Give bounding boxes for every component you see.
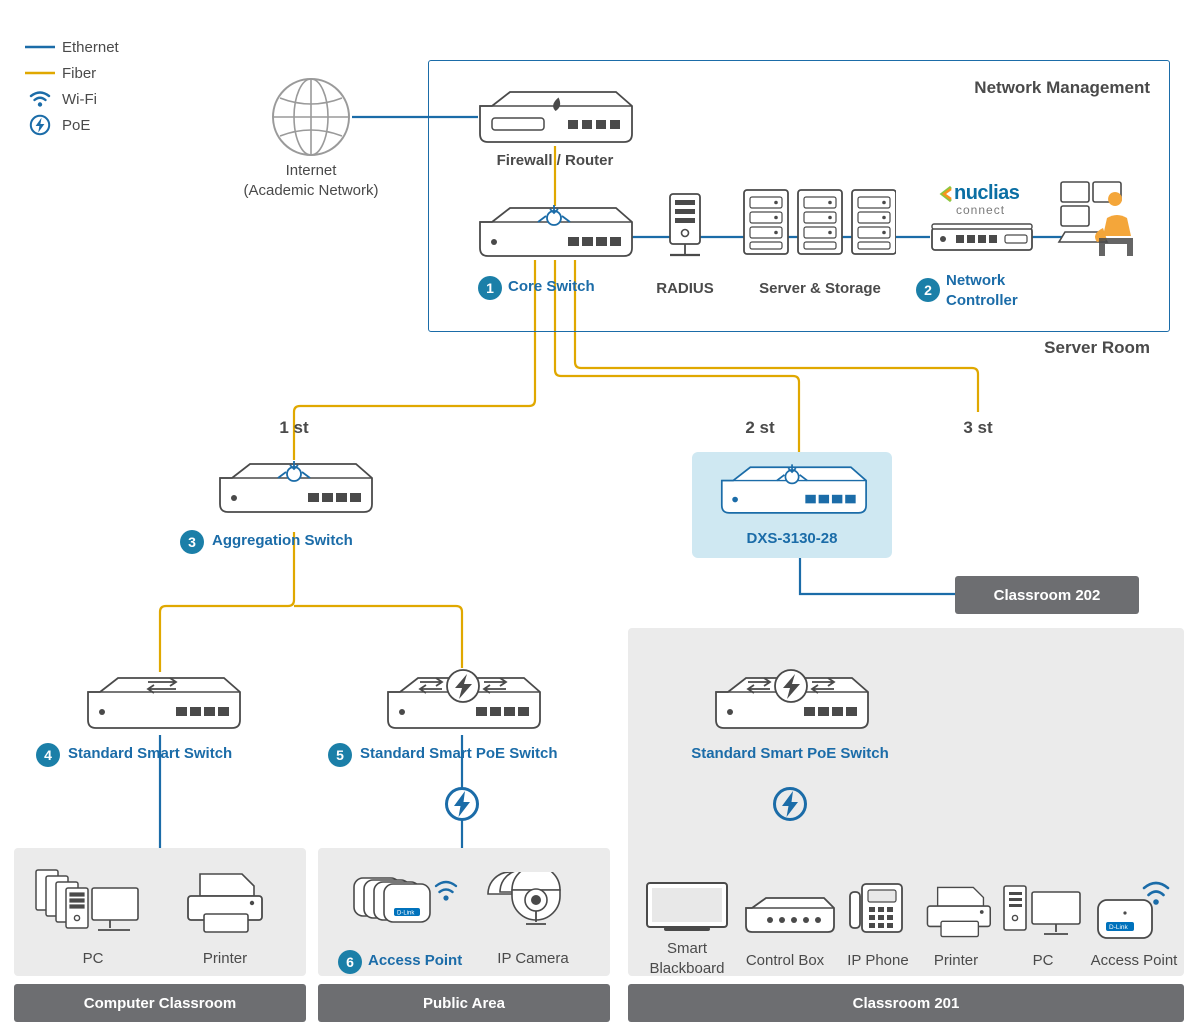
core-switch-device bbox=[476, 204, 634, 267]
wifi-icon bbox=[18, 89, 62, 109]
legend bbox=[18, 34, 119, 138]
poe-icon bbox=[18, 114, 62, 136]
smart-blackboard-icon bbox=[644, 880, 730, 941]
badge-core-switch: 1 bbox=[478, 276, 502, 300]
internet-label-line2: (Academic Network) bbox=[243, 182, 379, 199]
svg-text:D-Link: D-Link bbox=[1109, 924, 1128, 931]
control-box-icon bbox=[742, 896, 838, 941]
network-controller-label-line1: Network bbox=[946, 272, 1006, 289]
standard-smart-poe-switch-2-label: Standard Smart PoE Switch bbox=[691, 745, 889, 762]
network-controller-label-line2: Controller bbox=[946, 292, 1018, 309]
nuclias-subname: connect bbox=[956, 203, 1006, 217]
aggregation-switch-label: Aggregation Switch bbox=[212, 532, 353, 549]
dxs-3130-28-device bbox=[718, 462, 868, 525]
poe-icon-public-area bbox=[444, 786, 480, 827]
ethernet-line-icon bbox=[18, 42, 62, 52]
standard-smart-poe-switch-label: Standard Smart PoE Switch bbox=[360, 745, 558, 762]
core-switch-label: Core Switch bbox=[508, 278, 595, 295]
control-box-label: Control Box bbox=[745, 952, 825, 969]
nuclias-name: nuclias bbox=[954, 182, 1020, 204]
pc-2-label: PC bbox=[1032, 952, 1054, 969]
fiber-line-icon bbox=[18, 68, 62, 78]
access-point-label: Access Point bbox=[368, 952, 463, 969]
legend-item-ethernet bbox=[18, 34, 119, 60]
zone-label-server-room: Server Room bbox=[1044, 338, 1150, 357]
standard-smart-poe-switch-2-device bbox=[712, 668, 870, 739]
internet-globe-icon bbox=[270, 76, 352, 163]
pc-label: PC bbox=[82, 950, 104, 967]
printer-label: Printer bbox=[202, 950, 248, 967]
access-point-2-icon bbox=[1092, 876, 1184, 947]
legend-label: Ethernet bbox=[62, 38, 119, 56]
floor-label-3st: 3 st bbox=[963, 418, 993, 437]
admin-workstation-icon bbox=[1055, 180, 1165, 265]
firewall-router-device bbox=[476, 86, 634, 153]
badge-aggregation-switch: 3 bbox=[180, 530, 204, 554]
nuclias-mark-icon bbox=[938, 185, 954, 203]
printer-2-label: Printer bbox=[933, 952, 979, 969]
nuclias-logo bbox=[938, 182, 1019, 217]
zone-label-classroom-202: Classroom 202 bbox=[955, 576, 1139, 614]
legend-item-wifi bbox=[18, 86, 119, 112]
dxs-3130-28-label: DXS-3130-28 bbox=[746, 530, 838, 547]
server-storage-label: Server & Storage bbox=[759, 280, 881, 297]
zone-label-network-management: Network Management bbox=[974, 78, 1150, 97]
network-controller-device bbox=[930, 222, 1034, 261]
zone-label-computer-classroom: Computer Classroom bbox=[14, 984, 306, 1022]
badge-access-point: 6 bbox=[338, 950, 362, 974]
firewall-router-label: Firewall / Router bbox=[496, 152, 614, 169]
ip-camera-label: IP Camera bbox=[497, 950, 569, 967]
standard-smart-switch-device bbox=[84, 672, 242, 739]
zone-label-public-area: Public Area bbox=[318, 984, 610, 1022]
radius-server-device bbox=[662, 192, 708, 269]
badge-standard-smart-poe-switch: 5 bbox=[328, 743, 352, 767]
ip-camera-icon bbox=[482, 872, 582, 939]
radius-label: RADIUS bbox=[656, 280, 714, 297]
standard-smart-poe-switch-device bbox=[384, 668, 542, 739]
printer-icon bbox=[178, 870, 270, 941]
legend-item-fiber bbox=[18, 60, 119, 86]
internet-label-line1: Internet bbox=[285, 162, 337, 179]
zone-label-classroom-201: Classroom 201 bbox=[628, 984, 1184, 1022]
legend-item-poe bbox=[18, 112, 119, 138]
floor-label-1st: 1 st bbox=[279, 418, 309, 437]
ip-phone-label: IP Phone bbox=[847, 952, 909, 969]
floor-label-2st: 2 st bbox=[745, 418, 775, 437]
pc-stack-icon bbox=[32, 866, 152, 943]
badge-standard-smart-switch: 4 bbox=[36, 743, 60, 767]
poe-icon-classroom-201 bbox=[772, 786, 808, 827]
printer-2-icon bbox=[918, 884, 998, 945]
legend-label: Wi-Fi bbox=[62, 90, 97, 108]
pc-2-icon bbox=[1000, 882, 1086, 947]
access-point-2-label: Access Point bbox=[1090, 952, 1178, 969]
smart-blackboard-label-line1: Smart bbox=[666, 940, 707, 957]
legend-label: PoE bbox=[62, 116, 91, 134]
ip-phone-icon bbox=[848, 880, 906, 943]
smart-blackboard-label-line2: Blackboard bbox=[649, 960, 725, 977]
badge-network-controller: 2 bbox=[916, 278, 940, 302]
legend-label: Fiber bbox=[62, 64, 97, 82]
server-storage-device bbox=[742, 188, 896, 265]
access-point-stack-icon bbox=[350, 866, 460, 941]
aggregation-switch-device bbox=[216, 460, 374, 523]
svg-text:D-Link: D-Link bbox=[397, 910, 415, 917]
standard-smart-switch-label: Standard Smart Switch bbox=[68, 745, 233, 762]
